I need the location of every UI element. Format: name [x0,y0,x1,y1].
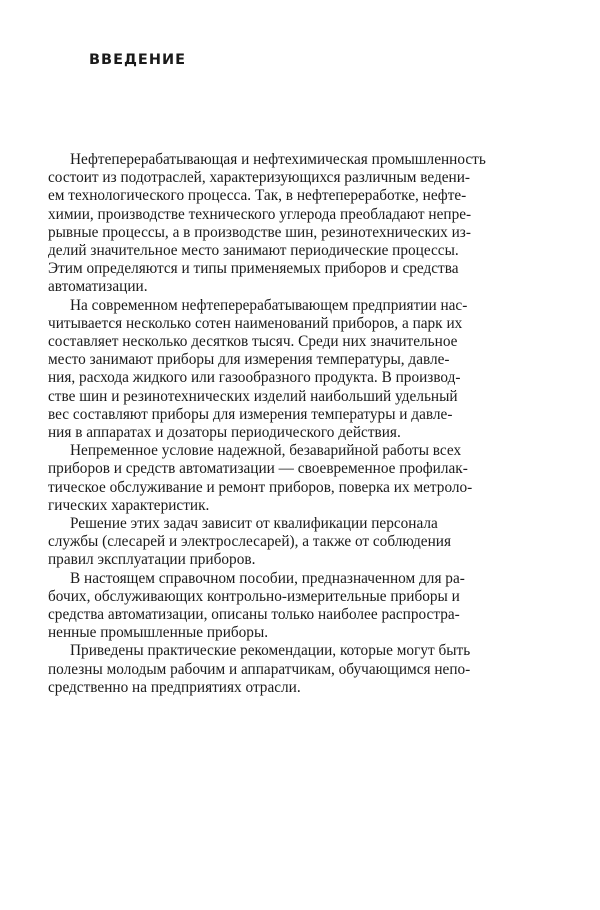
paragraph-3 [48,442,552,515]
text-line: приборов и средств автоматизации — своевременное профилак- [48,460,468,478]
text-line: Непременное условие надежной, безаварийной работы всех [70,442,462,460]
text-line: читывается несколько сотен наименований приборов, а парк их [48,314,463,332]
text-line: автоматизации. [48,278,148,296]
text-line: ния в аппаратах и дозаторы периодического действия. [48,424,401,442]
text-line: Решение этих задач зависит от квалификации персонала [70,515,438,533]
text-line: ненные промышленные приборы. [48,624,269,642]
text-line: средственно на предприятиях отрасли. [48,678,301,696]
text-line: составляет несколько десятков тысяч. Среди них значительное [48,333,458,351]
text-line: средства автоматизации, описаны только наиболее распростра- [48,606,460,624]
text-line: место занимают приборы для измерения температуры, давле- [48,351,450,369]
text-line: тическое обслуживание и ремонт приборов, поверка их метроло- [48,478,473,496]
text-line: ем технологического процесса. Так, в нефтепереработке, нефте- [48,187,467,205]
text-line: Этим определяются и типы применяемых приборов и средства [48,260,459,278]
text-line: делий значительное место занимают периодические процессы. [48,242,459,260]
text-line: вес составляют приборы для измерения температуры и давле- [48,405,453,423]
text-line: Приведены практические рекомендации, которые могут быть [70,642,471,660]
paragraph-5 [48,570,552,643]
text-line: химии, производстве технического углерода преобладают непре- [48,205,472,223]
paragraph-1 [48,151,552,297]
chapter-heading: ВВЕДЕНИЕ [89,52,187,68]
text-line: состоит из подотраслей, характеризующихся различным ведени- [48,169,471,187]
text-line: рывные процессы, а в производстве шин, резинотехнических из- [48,223,471,241]
text-line: гических характеристик. [48,496,210,514]
introduction-text [48,151,552,697]
text-line: ния, расхода жидкого или газообразного продукта. В производ- [48,369,461,387]
text-line: полезны молодым рабочим и аппаратчикам, обучающимся непо- [48,660,471,678]
text-line: стве шин и резинотехнических изделий наибольший удельный [48,387,458,405]
text-line: бочих, обслуживающих контрольно-измерительные приборы и [48,587,460,605]
text-line: службы (слесарей и электрослесарей), а также от соблюдения [48,533,451,551]
text-line: правил эксплуатации приборов. [48,551,256,569]
paragraph-6 [48,642,552,697]
paragraph-4 [48,515,552,570]
paragraph-2 [48,297,552,443]
text-line: Нефтеперерабатывающая и нефтехимическая промышленность [70,151,486,168]
text-line: На современном нефтеперерабатывающем предприятии нас- [70,296,468,314]
text-line: В настоящем справочном пособии, предназначенном для ра- [70,569,465,587]
